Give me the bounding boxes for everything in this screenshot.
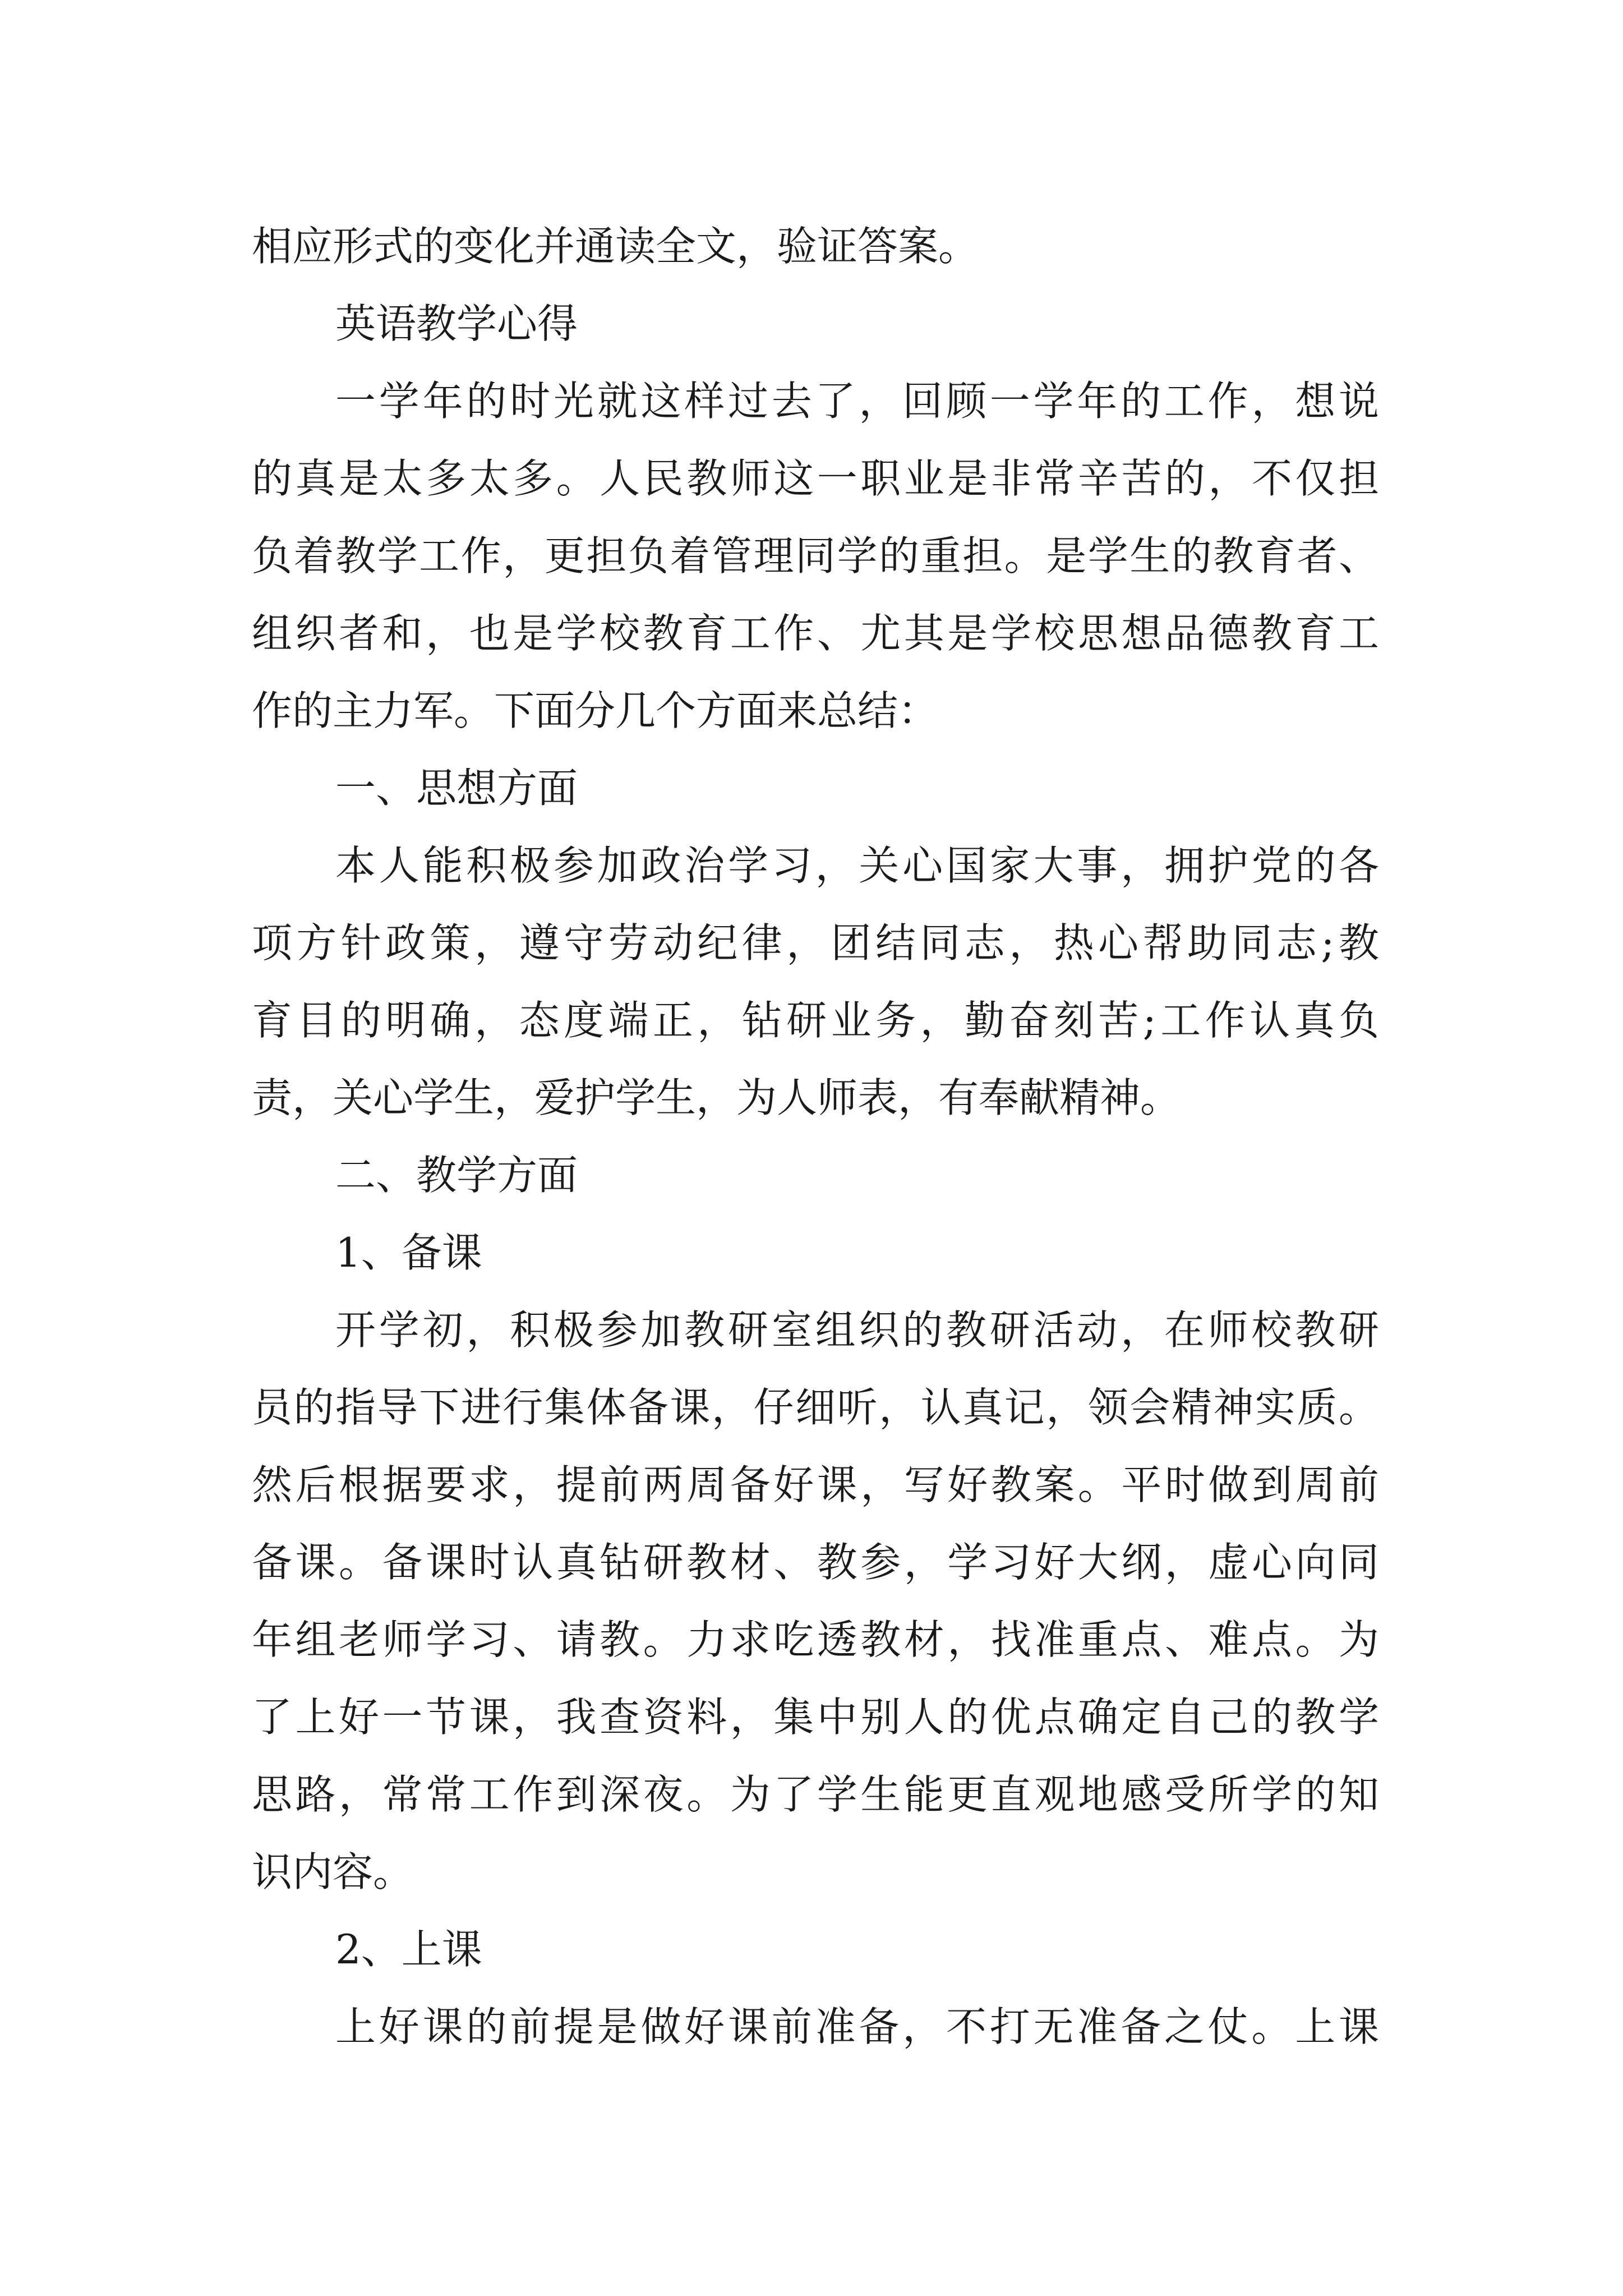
text-line: 组织者和，也是学校教育工作、尤其是学校思想品德教育工 [252, 610, 1379, 657]
text-line: 负着教学工作，更担负着管理同学的重担。是学生的教育者、 [252, 532, 1379, 579]
text-line: 项方针政策，遵守劳动纪律，团结同志，热心帮助同志;教 [252, 919, 1379, 967]
text-line: 了上好一节课，我查资料，集中别人的优点确定自己的教学 [252, 1694, 1379, 1741]
text-line: 识内容。 [252, 1848, 414, 1895]
section-heading: 一、思想方面 [335, 765, 578, 812]
text-line: 上好课的前提是做好课前准备，不打无准备之仗。上课 [335, 2003, 1379, 2050]
section-title: 英语教学心得 [335, 300, 578, 347]
section-heading: 二、教学方面 [335, 1152, 578, 1199]
text-line: 一学年的时光就这样过去了，回顾一学年的工作，想说 [335, 378, 1379, 425]
text-line: 相应形式的变化并通读全文，验证答案。 [252, 223, 979, 270]
text-line: 育目的明确，态度端正，钻研业务，勤奋刻苦;工作认真负 [252, 997, 1379, 1044]
text-line: 作的主力军。下面分几个方面来总结： [252, 687, 939, 734]
text-line: 员的指导下进行集体备课，仔细听，认真记，领会精神实质。 [252, 1384, 1379, 1431]
text-line: 思路，常常工作到深夜。为了学生能更直观地感受所学的知 [252, 1771, 1379, 1818]
text-line: 然后根据要求，提前两周备好课，写好教案。平时做到周前 [252, 1461, 1379, 1508]
text-line: 备课。备课时认真钻研教材、教参，学习好大纲，虚心向同 [252, 1539, 1379, 1586]
text-line: 本人能积极参加政治学习，关心国家大事，拥护党的各 [335, 842, 1379, 889]
subsection-heading: 2、上课 [335, 1926, 482, 1973]
text-line: 责，关心学生，爱护学生，为人师表，有奉献精神。 [252, 1074, 1181, 1121]
document-body [252, 208, 1379, 2065]
text-line: 开学初，积极参加教研室组织的教研活动，在师校教研 [335, 1306, 1379, 1354]
subsection-heading: 1、备课 [335, 1229, 482, 1276]
text-line: 年组老师学习、请教。力求吃透教材，找准重点、难点。为 [252, 1616, 1379, 1663]
text-line: 的真是太多太多。人民教师这一职业是非常辛苦的，不仅担 [252, 455, 1379, 502]
